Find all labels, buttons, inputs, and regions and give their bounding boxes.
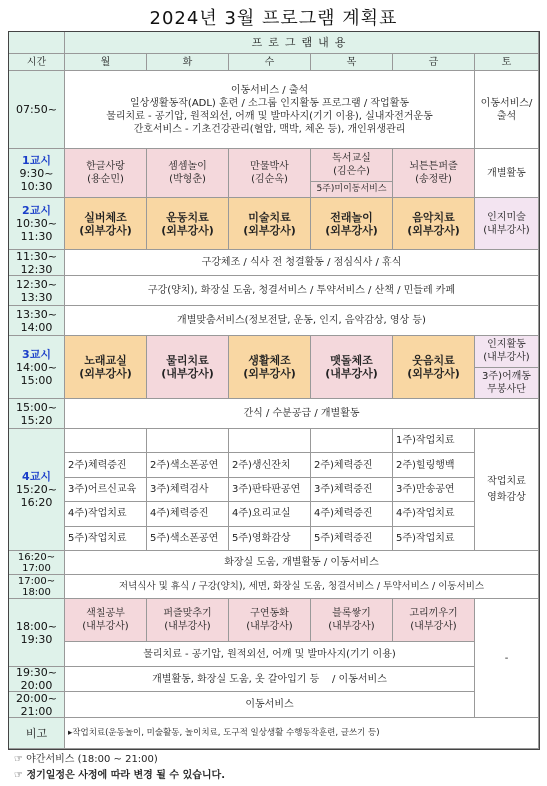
day-header-thu: 목: [311, 54, 393, 71]
p4-thu-w5: 5주)체력증진: [314, 532, 373, 544]
day-header-fri: 금: [393, 54, 475, 71]
p4-mon: [65, 429, 147, 551]
day-header-wed: 수: [229, 54, 311, 71]
time-1620: 16:20~ 17:00: [9, 551, 65, 575]
period-1-title: 1교시: [22, 153, 51, 167]
p1-thu-top: 독서교실 (김은수): [311, 149, 392, 182]
p4-wed-w5: 5주)영화감상: [232, 532, 291, 544]
night-mon: 색칠공부 (내부강사): [65, 599, 147, 642]
lunch-content: 구강체조 / 식사 전 청결활동 / 점심식사 / 휴식: [65, 250, 539, 276]
p2-fri: 음악치료 (외부강사): [393, 198, 475, 250]
p3-sat-bottom: 3주)어깨동 무봉사단: [482, 370, 531, 395]
period-2-title: 2교시: [22, 204, 51, 217]
p1-fri: 뇌튼튼퍼즐 (송정란): [393, 149, 475, 198]
p4-thu-w1: [311, 429, 392, 453]
period-4-range: 15:20~ 16:20: [16, 483, 57, 509]
p4-tue-w5: 5주)색소폰공연: [150, 532, 219, 544]
night-tue: 퍼즐맞추기 (내부강사): [147, 599, 229, 642]
day-header-tue: 화: [147, 54, 229, 71]
p3-wed: 생활체조 (외부강사): [229, 336, 311, 399]
p4-mon-w2: 2주)체력증진: [65, 453, 146, 477]
time-1130: 11:30~ 12:30: [9, 250, 65, 276]
p3-tue: 물리치료 (내부강사): [147, 336, 229, 399]
morning-content: [65, 71, 475, 149]
p1-thu: [311, 149, 393, 198]
day-header-mon: 월: [65, 54, 147, 71]
p4-mon-w5: 5주)작업치료: [68, 532, 127, 544]
morning-line-3: 물리치료 - 공기압, 원적외선, 어깨 및 발마사지(기기 이용), 실내자전거운동: [106, 110, 433, 122]
night-physio-content: 물리치료 - 공기압, 원적외선, 어깨 및 발마사지(기기 이용): [65, 642, 475, 667]
page-title: 2024년 3월 프로그램 계획표: [149, 8, 398, 29]
p4-fri-w4: 4주)작업치료: [393, 502, 474, 526]
p4-tue-w1: [147, 429, 228, 453]
p4-tue-w4: 4주)체력증진: [147, 502, 228, 526]
p1-sat: 개별활동: [475, 149, 539, 198]
morning-sat: 이동서비스/ 출석: [475, 71, 539, 149]
morning-line-4: 간호서비스 - 기초건강관리(혈압, 맥박, 체온 등), 개인위생관리: [133, 123, 406, 135]
snack-content: 간식 / 수분공급 / 개별활동: [65, 399, 539, 429]
period-3-title: 3교시: [22, 347, 51, 361]
p4-fri: [393, 429, 475, 551]
p4-mon-w4: 4주)작업치료: [65, 502, 146, 526]
period-1-time: [9, 149, 65, 198]
period-4-time: [9, 429, 65, 551]
p2-mon: 실버체조 (외부강사): [65, 198, 147, 250]
remark-label: 비고: [9, 718, 65, 749]
morning-line-1: 이동서비스 / 출석: [230, 84, 309, 96]
p4-thu: [311, 429, 393, 551]
period-3-range: 14:00~ 15:00: [16, 360, 57, 387]
p4-wed-w2: 2주)생신잔치: [229, 453, 310, 477]
night-fri: 고리끼우기 (내부강사): [393, 599, 475, 642]
time-1800: 18:00~ 19:30: [9, 599, 65, 667]
period-2-range: 10:30~ 11:30: [16, 217, 57, 243]
p1-mon: 한글사랑 (용순민): [65, 149, 147, 198]
p2-thu: 전래놀이 (외부강사): [311, 198, 393, 250]
time-header: 시간: [9, 54, 65, 71]
period-4-title: 4교시: [22, 470, 51, 483]
p3-mon: 노래교실 (외부강사): [65, 336, 147, 399]
p1-thu-bottom: 5주)미이동서비스: [316, 184, 387, 195]
p3-fri: 웃음치료 (외부강사): [393, 336, 475, 399]
dinner-content: 저녁식사 및 휴식 / 구강(양치), 세면, 화장실 도움, 청결서비스 / 투약서비스 / 이동서비스: [65, 575, 539, 599]
time-0750: 07:50~: [9, 71, 65, 149]
p4-wed-w1: [229, 429, 310, 453]
p4-wed-w4: 4주)요리교실: [229, 502, 310, 526]
morning-line-2: 일상생활동작(ADL) 훈련 / 소그룹 인지활동 프로그램 / 작업활동: [129, 97, 410, 109]
p3-thu: 맷돌체조 (내부강사): [311, 336, 393, 399]
p3-sat-top: 인지활동 (내부강사): [475, 336, 538, 368]
afternoon-care-content: 구강(양치), 화장실 도움, 청결서비스 / 투약서비스 / 산책 / 민들레 카페: [65, 276, 539, 306]
p4-wed-w3: 3주)판타판공연: [229, 478, 310, 502]
p4-mon-w3: 3주)어르신교육: [65, 478, 146, 502]
day-header-sat: 토: [475, 54, 539, 71]
night-wed: 구연동화 (내부강사): [229, 599, 311, 642]
p4-mon-w1: [65, 429, 146, 453]
p4-thu-w3: 3주)체력증진: [311, 478, 392, 502]
night-care-content: 개별활동, 화장실 도움, 옷 갈아입기 등 / 이동서비스: [65, 667, 475, 692]
period-3-time: [9, 336, 65, 399]
period-1-range: 9:30~ 10:30: [19, 166, 54, 193]
p4-fri-w5: 5주)작업치료: [396, 532, 455, 544]
p4-tue-w3: 3주)체력검사: [147, 478, 228, 502]
p1-tue: 셈셈놀이 (박형춘): [147, 149, 229, 198]
schedule-table: [8, 31, 540, 750]
time-1330: 13:30~ 14:00: [9, 306, 65, 336]
p4-tue: [147, 429, 229, 551]
p4-thu-w4: 4주)체력증진: [311, 502, 392, 526]
time-2000: 20:00~ 21:00: [9, 692, 65, 718]
p4-tue-w2: 2주)색소폰공연: [147, 453, 228, 477]
night-sat: -: [475, 599, 539, 718]
time-1500: 15:00~ 15:20: [9, 399, 65, 429]
time-1700: 17:00~ 18:00: [9, 575, 65, 599]
remark-content: ▸작업치료(운동놀이, 미술활동, 놀이치료, 도구적 일상생활 수행동작훈련, 글쓰기 등): [65, 718, 539, 749]
footnote-night-service: ☞ 야간서비스 (18:00 ~ 21:00): [14, 754, 158, 765]
p4-sat: 작업치료 영화감상: [475, 429, 539, 551]
p2-tue: 운동치료 (외부강사): [147, 198, 229, 250]
p4-fri-w1: 1주)작업치료: [393, 429, 474, 453]
p4-fri-w3: 3주)만송공연: [393, 478, 474, 502]
period-2-time: [9, 198, 65, 250]
p4-wed: [229, 429, 311, 551]
footnote-schedule-change: ☞ 정기일정은 사정에 따라 변경 될 수 있습니다.: [14, 770, 226, 781]
custom-service-content: 개별맞춤서비스(정보전달, 운동, 인지, 음악감상, 영상 등): [65, 306, 539, 336]
evening-move-content: 화장실 도움, 개별활동 / 이동서비스: [65, 551, 539, 575]
night-thu: 블록쌓기 (내부강사): [311, 599, 393, 642]
p3-sat: [475, 336, 539, 399]
p1-wed: 만물박사 (김순옥): [229, 149, 311, 198]
corner-cell: [9, 32, 65, 54]
program-content-header: 프로그램내용: [65, 32, 539, 54]
time-1230: 12:30~ 13:30: [9, 276, 65, 306]
time-1930: 19:30~ 20:00: [9, 667, 65, 692]
p4-thu-w2: 2주)체력증진: [311, 453, 392, 477]
footnotes: [14, 752, 225, 784]
p2-wed: 미술치료 (외부강사): [229, 198, 311, 250]
p4-fri-w2: 2주)힐링행백: [393, 453, 474, 477]
night-move-content: 이동서비스: [65, 692, 475, 718]
p2-sat: 인지미술 (내부강사): [475, 198, 539, 250]
